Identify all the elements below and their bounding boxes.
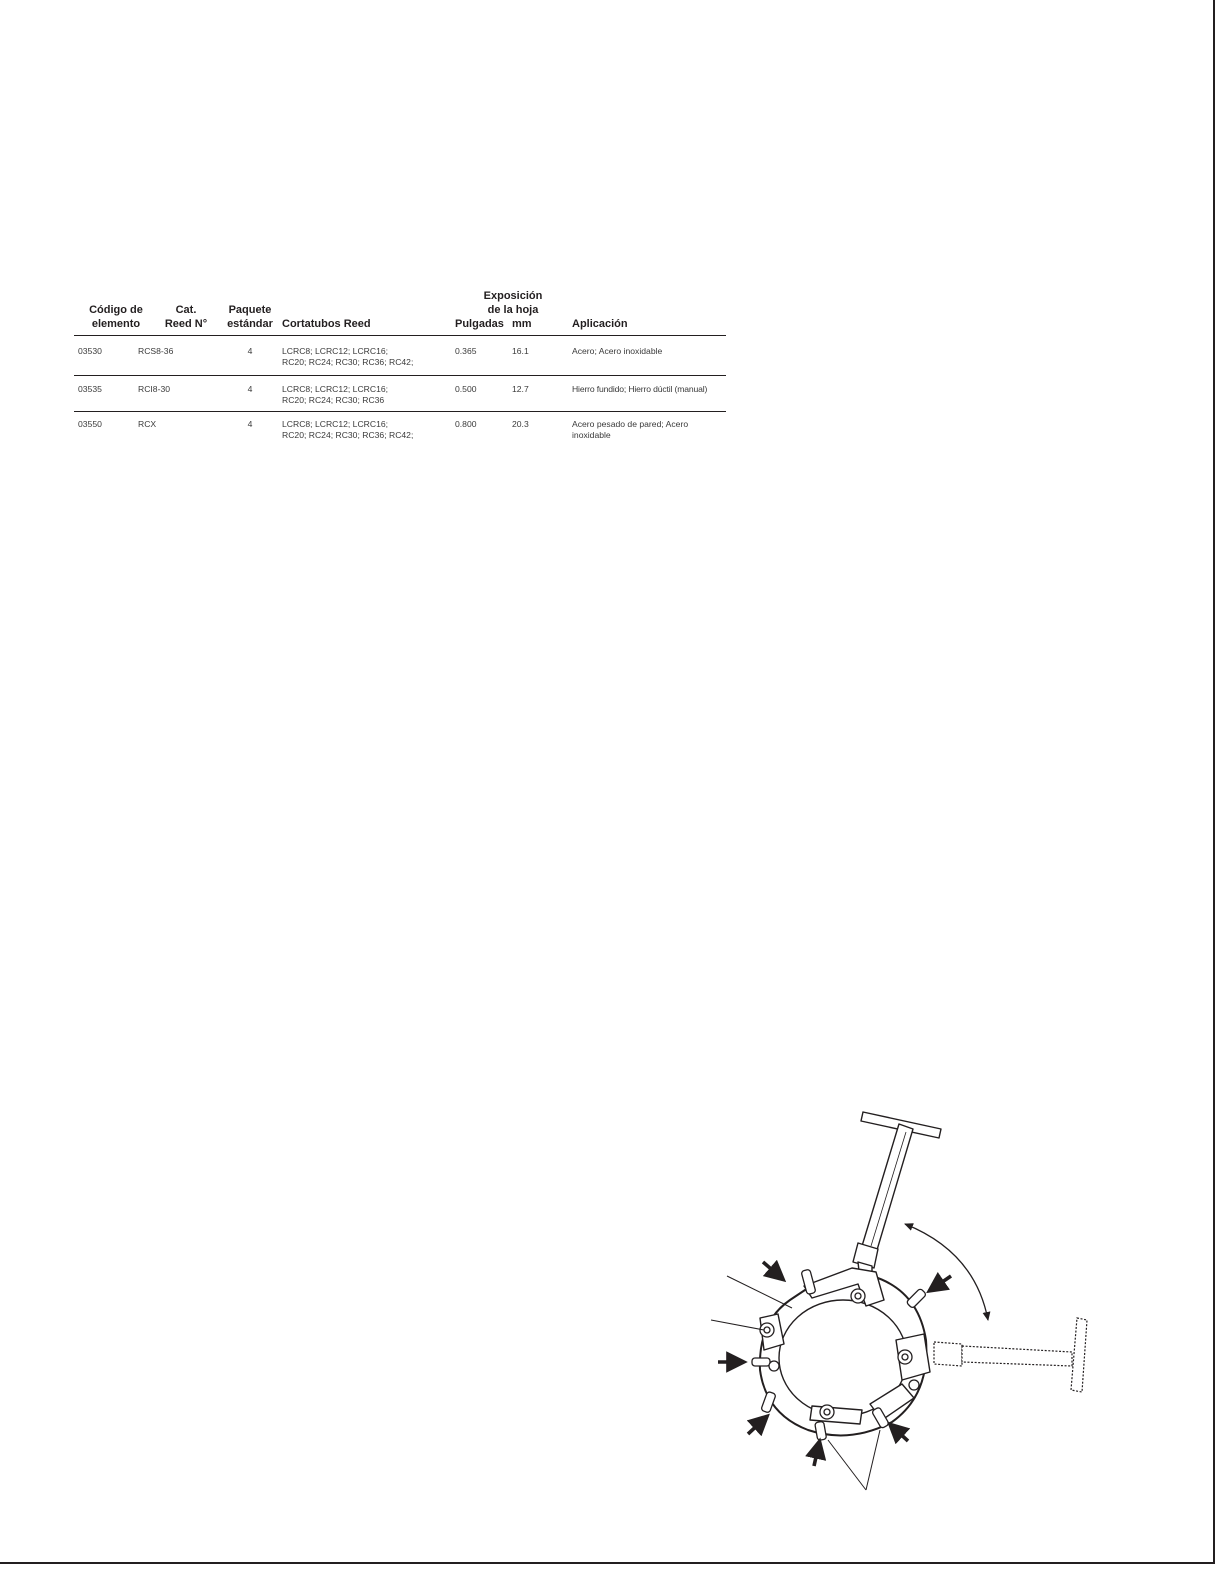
- tab: [906, 1288, 927, 1309]
- header-paquete-line-2: estándar: [227, 318, 273, 330]
- cell-aplicacion: [572, 384, 707, 395]
- cell-codigo: 03530: [78, 346, 102, 356]
- ring-left-link: [760, 1314, 784, 1350]
- leader-lines: [711, 1276, 880, 1490]
- clamp-arrow: [814, 1448, 818, 1466]
- cell-codigo: 03535: [78, 384, 102, 394]
- header-cat-line-1: Cat.: [175, 304, 197, 316]
- handle-shaft-highlight: [871, 1132, 906, 1246]
- screw-knob: [902, 1354, 908, 1360]
- screw-knob: [769, 1361, 779, 1371]
- cell-cortatubos-line-2: RC20; RC24; RC30; RC36; RC42;: [282, 357, 414, 367]
- cell-aplicacion-line-2: inoxidable: [572, 430, 611, 440]
- header-mm: mm: [512, 318, 532, 330]
- adjusting-screws: [760, 1289, 919, 1419]
- ring-top-bracket: [804, 1268, 884, 1306]
- handle-alt-position: [934, 1318, 1087, 1392]
- cell-aplicacion-line-1: Hierro fundido; Hierro dúctil (manual): [572, 384, 708, 394]
- clamp-arrow: [935, 1276, 951, 1287]
- ring-right-segment: [896, 1334, 930, 1380]
- row-rule: [74, 411, 726, 412]
- header-cat-line-2: Reed N°: [164, 318, 208, 330]
- handle-shaft: [862, 1124, 913, 1250]
- cell-aplicacion: [572, 419, 688, 441]
- clamp-arrow: [895, 1429, 908, 1441]
- header-rule: [74, 335, 726, 336]
- header-codigo-line-2: elemento: [91, 318, 141, 330]
- cell-cat: RCI8-30: [138, 384, 170, 394]
- header-aplicacion: Aplicación: [572, 318, 628, 330]
- header-cat: [156, 303, 216, 331]
- leader-line: [727, 1276, 792, 1308]
- row-rule: [74, 375, 726, 376]
- screw-knob: [764, 1327, 770, 1333]
- header-paquete-line-1: Paquete: [228, 304, 272, 316]
- screw-knob: [760, 1323, 774, 1337]
- leader-line: [711, 1320, 764, 1330]
- cell-cat: RCX: [138, 419, 157, 429]
- page-edge-right: [1213, 0, 1215, 1564]
- ring-outer-frame: [760, 1275, 926, 1435]
- handle-neck: [858, 1262, 872, 1282]
- ring-bottom-link: [810, 1406, 862, 1424]
- header-cortatubos: Cortatubos Reed: [282, 318, 371, 330]
- cell-cat: RCS8-36: [138, 346, 174, 356]
- alt-handle-shaft: [962, 1346, 1072, 1366]
- cell-paquete: 4: [247, 419, 253, 429]
- cell-mm: 12.7: [512, 384, 529, 394]
- screw-knob: [898, 1350, 912, 1364]
- screw-knob: [824, 1409, 830, 1415]
- ring-inner-arc: [779, 1300, 907, 1416]
- alt-handle-collar: [934, 1342, 962, 1366]
- cell-pulgadas: 0.800: [455, 419, 477, 429]
- cell-cortatubos-line-2: RC20; RC24; RC30; RC36: [282, 395, 385, 405]
- header-pulgadas: Pulgadas: [455, 318, 504, 330]
- cell-cortatubos-line-1: LCRC8; LCRC12; LCRC16;: [282, 346, 389, 356]
- cell-cortatubos: [282, 419, 413, 441]
- header-exposicion-line-2: de la hoja: [487, 304, 539, 316]
- leader-line: [828, 1440, 866, 1490]
- handle-collar: [853, 1243, 878, 1268]
- tab: [801, 1269, 816, 1295]
- screw-knob: [851, 1289, 865, 1303]
- header-codigo: [80, 303, 152, 331]
- alt-handle-t-bar: [1071, 1318, 1087, 1392]
- cell-aplicacion-line-1: Acero; Acero inoxidable: [572, 346, 663, 356]
- cell-pulgadas: 0.365: [455, 346, 477, 356]
- tab: [815, 1421, 827, 1440]
- header-codigo-line-1: Código de: [89, 304, 143, 316]
- cell-mm: 16.1: [512, 346, 529, 356]
- leader-line: [866, 1430, 880, 1490]
- cell-cortatubos: [282, 346, 413, 368]
- cell-pulgadas: 0.500: [455, 384, 477, 394]
- cell-cortatubos-line-1: LCRC8; LCRC12; LCRC16;: [282, 384, 389, 394]
- cell-mm: 20.3: [512, 419, 529, 429]
- screw-knob: [820, 1405, 834, 1419]
- cell-paquete: 4: [247, 384, 253, 394]
- cell-cortatubos-line-2: RC20; RC24; RC30; RC36; RC42;: [282, 430, 414, 440]
- tab: [761, 1391, 776, 1413]
- cutter-ring: [760, 1268, 930, 1435]
- ratchet-handle: [853, 1112, 941, 1282]
- cell-cortatubos: [282, 384, 388, 406]
- screw-knob: [909, 1380, 919, 1390]
- handle-t-bar: [861, 1112, 941, 1138]
- header-exposicion: [473, 289, 553, 317]
- clamp-arrow: [763, 1262, 778, 1275]
- ring-bottom-right-link: [870, 1384, 914, 1420]
- clamp-arrows: [718, 1262, 951, 1466]
- clamp-arrow: [748, 1421, 762, 1434]
- cell-paquete: 4: [247, 346, 253, 356]
- cell-codigo: 03550: [78, 419, 102, 429]
- cell-aplicacion-line-1: Acero pesado de pared; Acero: [572, 419, 689, 429]
- tab: [752, 1358, 770, 1366]
- header-paquete: [220, 303, 280, 331]
- tab: [872, 1407, 890, 1429]
- ring-tabs: [752, 1269, 927, 1440]
- cell-aplicacion: [572, 346, 662, 357]
- swing-arrow: [905, 1224, 988, 1320]
- header-exposicion-line-1: Exposición: [483, 290, 543, 302]
- cell-cortatubos-line-1: LCRC8; LCRC12; LCRC16;: [282, 419, 389, 429]
- page-edge-bottom: [0, 1562, 1215, 1564]
- screw-knob: [855, 1293, 861, 1299]
